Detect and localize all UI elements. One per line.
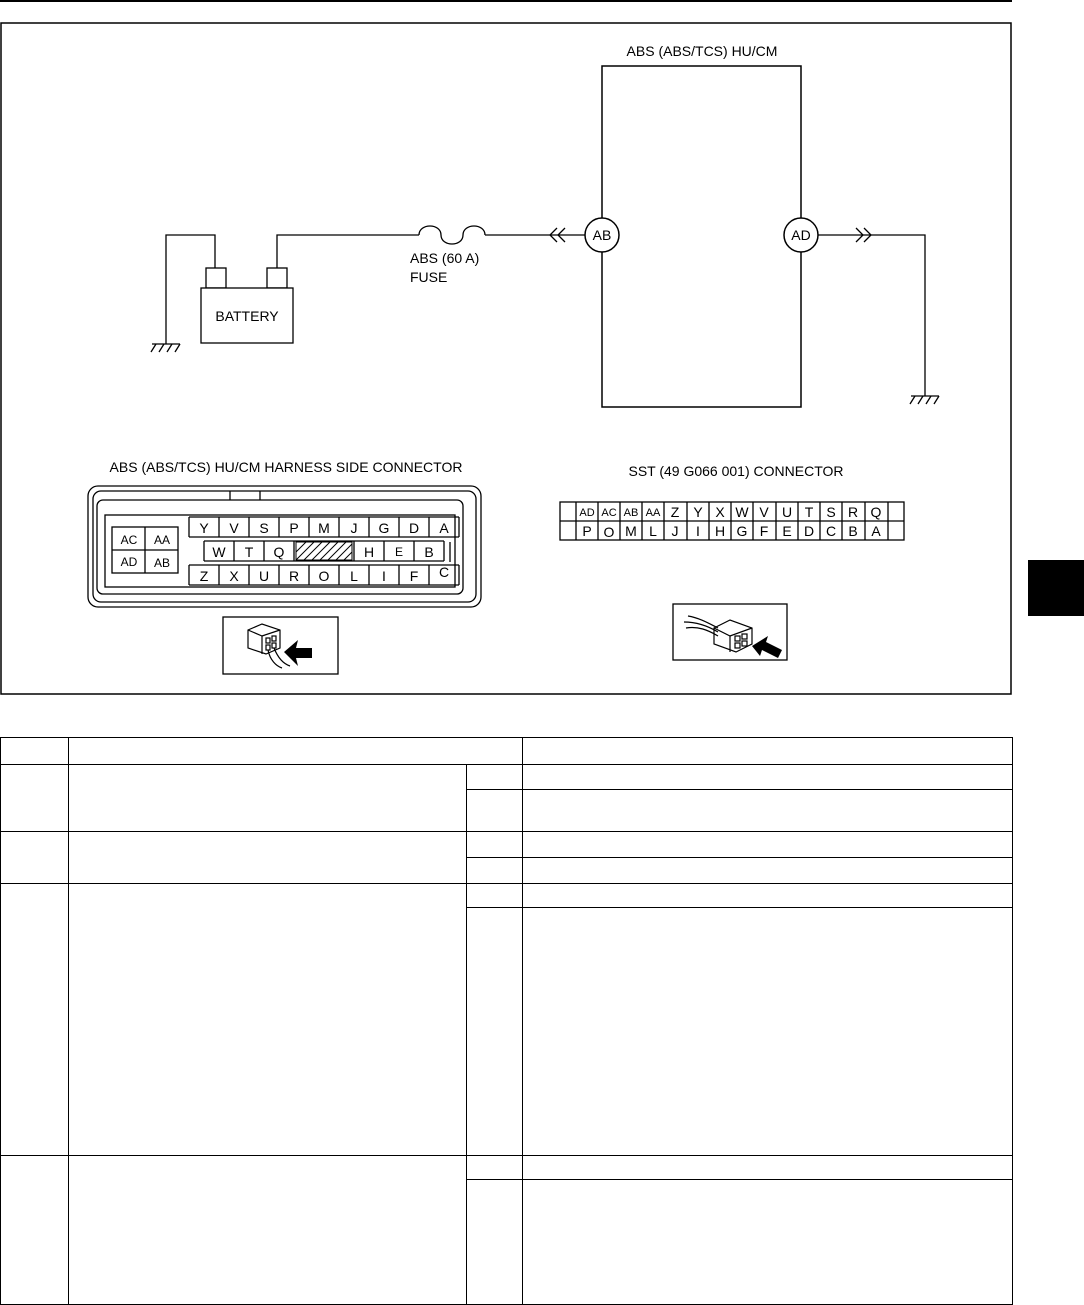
- sst-pin-t: T: [804, 504, 814, 520]
- harness-pin-s: S: [259, 520, 269, 536]
- sst-pin-q: Q: [870, 504, 882, 520]
- harness-pin-ac: AC: [120, 533, 138, 547]
- harness-pin-ad: AD: [120, 555, 138, 569]
- procedure-table: [0, 737, 1013, 1305]
- harness-pin-ab: AB: [153, 556, 171, 570]
- hu-cm-box: [602, 66, 801, 407]
- harness-pin-a: A: [439, 520, 449, 536]
- sst-pin-l: L: [649, 523, 657, 539]
- result-cell: [467, 765, 523, 790]
- harness-pin-c: C: [438, 564, 450, 580]
- sst-pin-e: E: [782, 523, 792, 539]
- harness-pin-o: O: [318, 568, 330, 584]
- terminal-ab: [585, 218, 619, 252]
- fuse-icon: [419, 226, 485, 244]
- sst-pin-d: D: [803, 523, 815, 539]
- terminal-ad-label: AD: [791, 227, 811, 243]
- sst-pin-s: S: [826, 504, 836, 520]
- harness-pin-m: M: [318, 520, 330, 536]
- tool-side-view-icon: [673, 604, 787, 660]
- harness-pin-p: P: [289, 520, 299, 536]
- harness-pin-t: T: [244, 544, 254, 560]
- action-cell: [523, 765, 1013, 790]
- fuse-label-line1: ABS (60 A): [410, 250, 480, 266]
- unit-title: ABS (ABS/TCS) HU/CM: [626, 43, 778, 59]
- harness-pin-w: W: [212, 544, 226, 560]
- sst-pin-w: W: [735, 504, 749, 520]
- table-header-row: [1, 738, 1013, 765]
- ground-symbol-right-icon: [910, 396, 939, 404]
- sst-pin-o: O: [603, 524, 615, 540]
- harness-pin-i: I: [382, 568, 386, 584]
- harness-pin-q: Q: [273, 544, 285, 560]
- action-cell: [523, 1155, 1013, 1179]
- action-cell: [523, 858, 1013, 884]
- harness-pin-z: Z: [199, 568, 209, 584]
- inspection-cell: [69, 765, 467, 832]
- harness-pin-labels: [121, 520, 450, 584]
- harness-pin-j: J: [350, 520, 358, 536]
- harness-pin-r: R: [288, 568, 300, 584]
- sst-pin-j: J: [671, 523, 679, 539]
- sst-pin-i: I: [696, 523, 700, 539]
- harness-pin-y: Y: [199, 520, 209, 536]
- harness-pin-f: F: [409, 568, 419, 584]
- action-cell: [523, 1179, 1013, 1304]
- sst-pin-m: M: [625, 523, 637, 539]
- terminal-ad: [784, 218, 818, 252]
- inspection-cell: [69, 1155, 467, 1304]
- sst-pin-aa: AA: [645, 507, 661, 519]
- sst-pin-b: B: [848, 523, 858, 539]
- step-cell: [1, 884, 69, 1155]
- harness-pin-e: E: [394, 545, 404, 559]
- terminal-ab-label: AB: [592, 227, 612, 243]
- harness-pin-h: H: [363, 544, 375, 560]
- sst-pin-x: X: [715, 504, 725, 520]
- harness-pin-v: V: [229, 520, 239, 536]
- harness-pin-b: B: [424, 544, 434, 560]
- harness-pin-u: U: [258, 568, 270, 584]
- result-cell: [467, 1155, 523, 1179]
- inspection-cell: [69, 832, 467, 884]
- header-cell-inspection: [69, 738, 523, 765]
- inspection-cell: [69, 884, 467, 1155]
- harness-pin-d: D: [408, 520, 420, 536]
- result-cell: [467, 790, 523, 832]
- harness-pin-l: L: [350, 568, 358, 584]
- harness-blank-hatch: [296, 542, 352, 560]
- harness-pin-x: X: [229, 568, 239, 584]
- sst-pin-c: C: [825, 523, 837, 539]
- sst-pin-h: H: [714, 523, 726, 539]
- sst-pin-v: V: [759, 504, 769, 520]
- sst-pin-r: R: [847, 504, 859, 520]
- sst-pin-ac: AC: [601, 507, 617, 519]
- action-cell: [523, 832, 1013, 858]
- sst-pin-f: F: [759, 523, 769, 539]
- result-cell: [467, 858, 523, 884]
- sst-connector-title: SST (49 G066 001) CONNECTOR: [628, 463, 844, 479]
- table-row: [1, 765, 1013, 790]
- result-cell: [467, 884, 523, 908]
- action-cell: [523, 908, 1013, 1155]
- harness-connector-title: ABS (ABS/TCS) HU/CM HARNESS SIDE CONNECTOR: [109, 459, 463, 475]
- fuse-label-line2: FUSE: [410, 269, 448, 285]
- harness-pin-aa: AA: [153, 533, 171, 547]
- action-cell: [523, 884, 1013, 908]
- sst-pin-a: A: [871, 523, 881, 539]
- action-cell: [523, 790, 1013, 832]
- sst-pin-ab: AB: [623, 507, 639, 519]
- sst-pin-g: G: [736, 523, 748, 539]
- step-cell: [1, 1155, 69, 1304]
- result-cell: [467, 908, 523, 1155]
- result-cell: [467, 832, 523, 858]
- step-cell: [1, 832, 69, 884]
- sst-pin-y: Y: [693, 504, 703, 520]
- ad-ground-wire: [818, 235, 925, 396]
- sst-pin-ad: AD: [579, 507, 595, 519]
- header-cell-step: [1, 738, 69, 765]
- battery-label: BATTERY: [215, 308, 279, 324]
- battery-positive-wire: [277, 235, 419, 268]
- table-row: [1, 1155, 1013, 1179]
- battery: [201, 268, 293, 343]
- table-row: [1, 884, 1013, 908]
- harness-side-view-icon: [223, 617, 338, 674]
- sst-pin-p: P: [582, 523, 592, 539]
- harness-connector: [88, 486, 481, 607]
- sst-pin-u: U: [781, 504, 793, 520]
- result-cell: [467, 1179, 523, 1304]
- header-cell-action: [523, 738, 1013, 765]
- sst-pin-z: Z: [670, 504, 680, 520]
- harness-pin-g: G: [378, 520, 390, 536]
- step-cell: [1, 765, 69, 832]
- table-row: [1, 832, 1013, 858]
- ground-symbol-left-icon: [151, 344, 180, 352]
